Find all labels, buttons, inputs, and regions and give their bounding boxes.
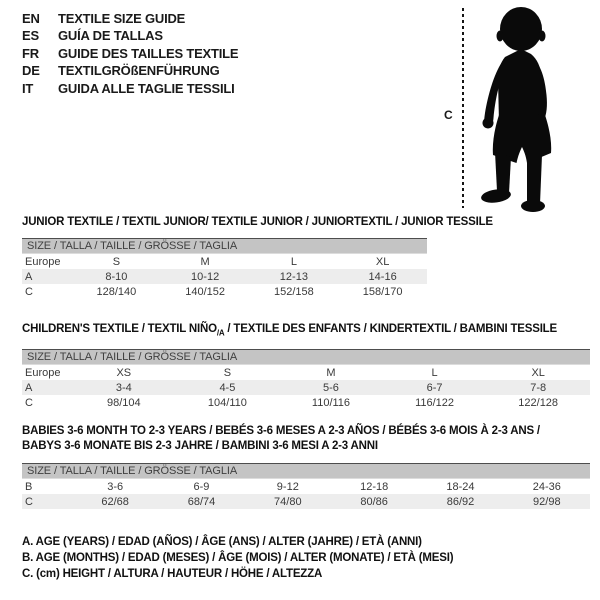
- size-cell: 8-10: [105, 270, 128, 283]
- section-title-children-pre: CHILDREN'S TEXTILE / TEXTIL NIÑO: [22, 323, 217, 335]
- size-header-bar: SIZE / TALLA / TAILLE / GRÖSSE / TAGLIA: [22, 463, 590, 479]
- size-cell: 140/152: [185, 285, 225, 298]
- table-row: [22, 254, 427, 269]
- size-cell: 110/116: [311, 396, 351, 409]
- section-title-children-sub: /A: [216, 328, 225, 338]
- size-cell: 3-6: [107, 480, 124, 493]
- row-label-cell: A: [25, 270, 33, 283]
- size-cell: 116/122: [415, 396, 455, 409]
- row-label-cell: C: [25, 285, 33, 298]
- language-code: IT: [22, 80, 34, 96]
- row-label-cell: Europe: [25, 255, 61, 268]
- section-title-babies: [22, 424, 540, 454]
- measure-legend: [22, 534, 453, 582]
- table-row: [22, 365, 590, 380]
- size-cell: 128/140: [96, 285, 137, 298]
- size-cell: 74/80: [274, 495, 302, 508]
- note-line-c: C. (cm) HEIGHT / ALTURA / HAUTEUR / HÖHE / ALTEZZA: [22, 568, 323, 580]
- language-label: GUIDA ALLE TAGLIE TESSILI: [58, 80, 235, 96]
- size-cell: 24-36: [532, 480, 561, 493]
- size-cell: 62/68: [101, 495, 129, 508]
- height-measure-label: C: [444, 108, 453, 122]
- size-cell: 4-5: [219, 381, 236, 394]
- height-dashed-line: [462, 8, 464, 208]
- size-cell: 6-9: [193, 480, 210, 493]
- row-label-cell: C: [25, 396, 33, 409]
- section-title-junior: JUNIOR TEXTILE / TEXTIL JUNIOR/ TEXTILE JUNIOR / JUNIORTEXTIL / JUNIOR TESSILE: [22, 216, 493, 228]
- language-code: EN: [22, 11, 40, 26]
- size-cell: XL: [375, 255, 390, 268]
- row-label-cell: A: [25, 381, 33, 394]
- section-title-children-post: / TEXTILE DES ENFANTS / KINDERTEXTIL / BAMBINI TESSILE: [224, 323, 557, 335]
- language-row: [22, 27, 238, 44]
- language-label: GUIDE DES TAILLES TEXTILE: [58, 45, 239, 61]
- section-title-babies-line1: BABIES 3-6 MONTH TO 2-3 YEARS / BEBÉS 3-6 MESES A 2-3 AÑOS / BÉBÉS 3-6 MOIS À 2-3 ANS /: [22, 425, 540, 437]
- babies-size-table: [22, 463, 590, 509]
- size-cell: 98/104: [106, 396, 141, 409]
- section-title-children: [22, 322, 557, 340]
- size-cell: XL: [531, 366, 545, 379]
- note-line-a: A. AGE (YEARS) / EDAD (AÑOS) / ÂGE (ANS) / ALTER (JAHRE) / ETÀ (ANNI): [22, 536, 422, 548]
- size-cell: 152/158: [273, 285, 314, 298]
- language-code: FR: [22, 45, 39, 61]
- size-cell: 10-12: [191, 270, 220, 283]
- table-row: [22, 494, 590, 509]
- section-title-babies-line2: BABYS 3-6 MONATE BIS 2-3 JAHRE / BAMBINI 3-6 MESI A 2-3 ANNI: [22, 440, 378, 452]
- size-cell: L: [290, 255, 297, 268]
- language-list: [22, 10, 238, 97]
- table-row: [22, 479, 590, 494]
- row-label-cell: C: [25, 495, 33, 508]
- language-label: TEXTILE SIZE GUIDE: [58, 11, 186, 26]
- table-row: [22, 284, 427, 299]
- junior-size-table: [22, 238, 427, 299]
- size-cell: XS: [116, 366, 132, 379]
- language-row: [22, 62, 238, 79]
- language-row: [22, 80, 238, 97]
- size-cell: 18-24: [446, 480, 475, 493]
- children-size-table: [22, 349, 590, 410]
- size-cell: 12-18: [360, 480, 389, 493]
- baby-silhouette: [475, 5, 569, 213]
- language-code: DE: [22, 63, 40, 79]
- size-cell: 158/170: [362, 285, 403, 298]
- size-cell: 14-16: [368, 270, 397, 283]
- language-label: GUÍA DE TALLAS: [58, 28, 163, 44]
- table-row: [22, 380, 590, 395]
- table-row: [22, 395, 590, 410]
- size-cell: S: [223, 366, 232, 379]
- size-cell: 6-7: [426, 381, 443, 394]
- size-cell: S: [112, 255, 121, 268]
- size-cell: 80/86: [360, 495, 388, 508]
- size-cell: 68/74: [187, 495, 216, 508]
- language-row: [22, 45, 238, 62]
- row-label-cell: Europe: [25, 366, 61, 379]
- language-row: [22, 10, 238, 27]
- size-cell: L: [431, 366, 438, 379]
- size-cell: 86/92: [446, 495, 475, 508]
- note-line-b: B. AGE (MONTHS) / EDAD (MESES) / ÂGE (MOIS) / ALTER (MONATE) / ETÀ (MESI): [22, 552, 454, 564]
- size-cell: 12-13: [279, 270, 308, 283]
- size-header-bar: SIZE / TALLA / TAILLE / GRÖSSE / TAGLIA: [22, 238, 427, 254]
- size-cell: 104/110: [207, 396, 247, 409]
- size-cell: M: [326, 366, 336, 379]
- size-header-bar: SIZE / TALLA / TAILLE / GRÖSSE / TAGLIA: [22, 349, 590, 365]
- size-cell: 92/98: [533, 495, 561, 508]
- size-cell: 122/128: [518, 396, 559, 409]
- size-cell: 7-8: [530, 381, 547, 394]
- table-row: [22, 269, 427, 284]
- size-cell: M: [200, 255, 210, 268]
- language-label: TEXTILGRÖßENFÜHRUNG: [58, 63, 220, 79]
- row-label-cell: B: [25, 480, 33, 493]
- language-code: ES: [22, 28, 39, 44]
- size-cell: 5-6: [323, 381, 339, 394]
- size-cell: 9-12: [276, 480, 299, 493]
- size-cell: 3-4: [115, 381, 132, 394]
